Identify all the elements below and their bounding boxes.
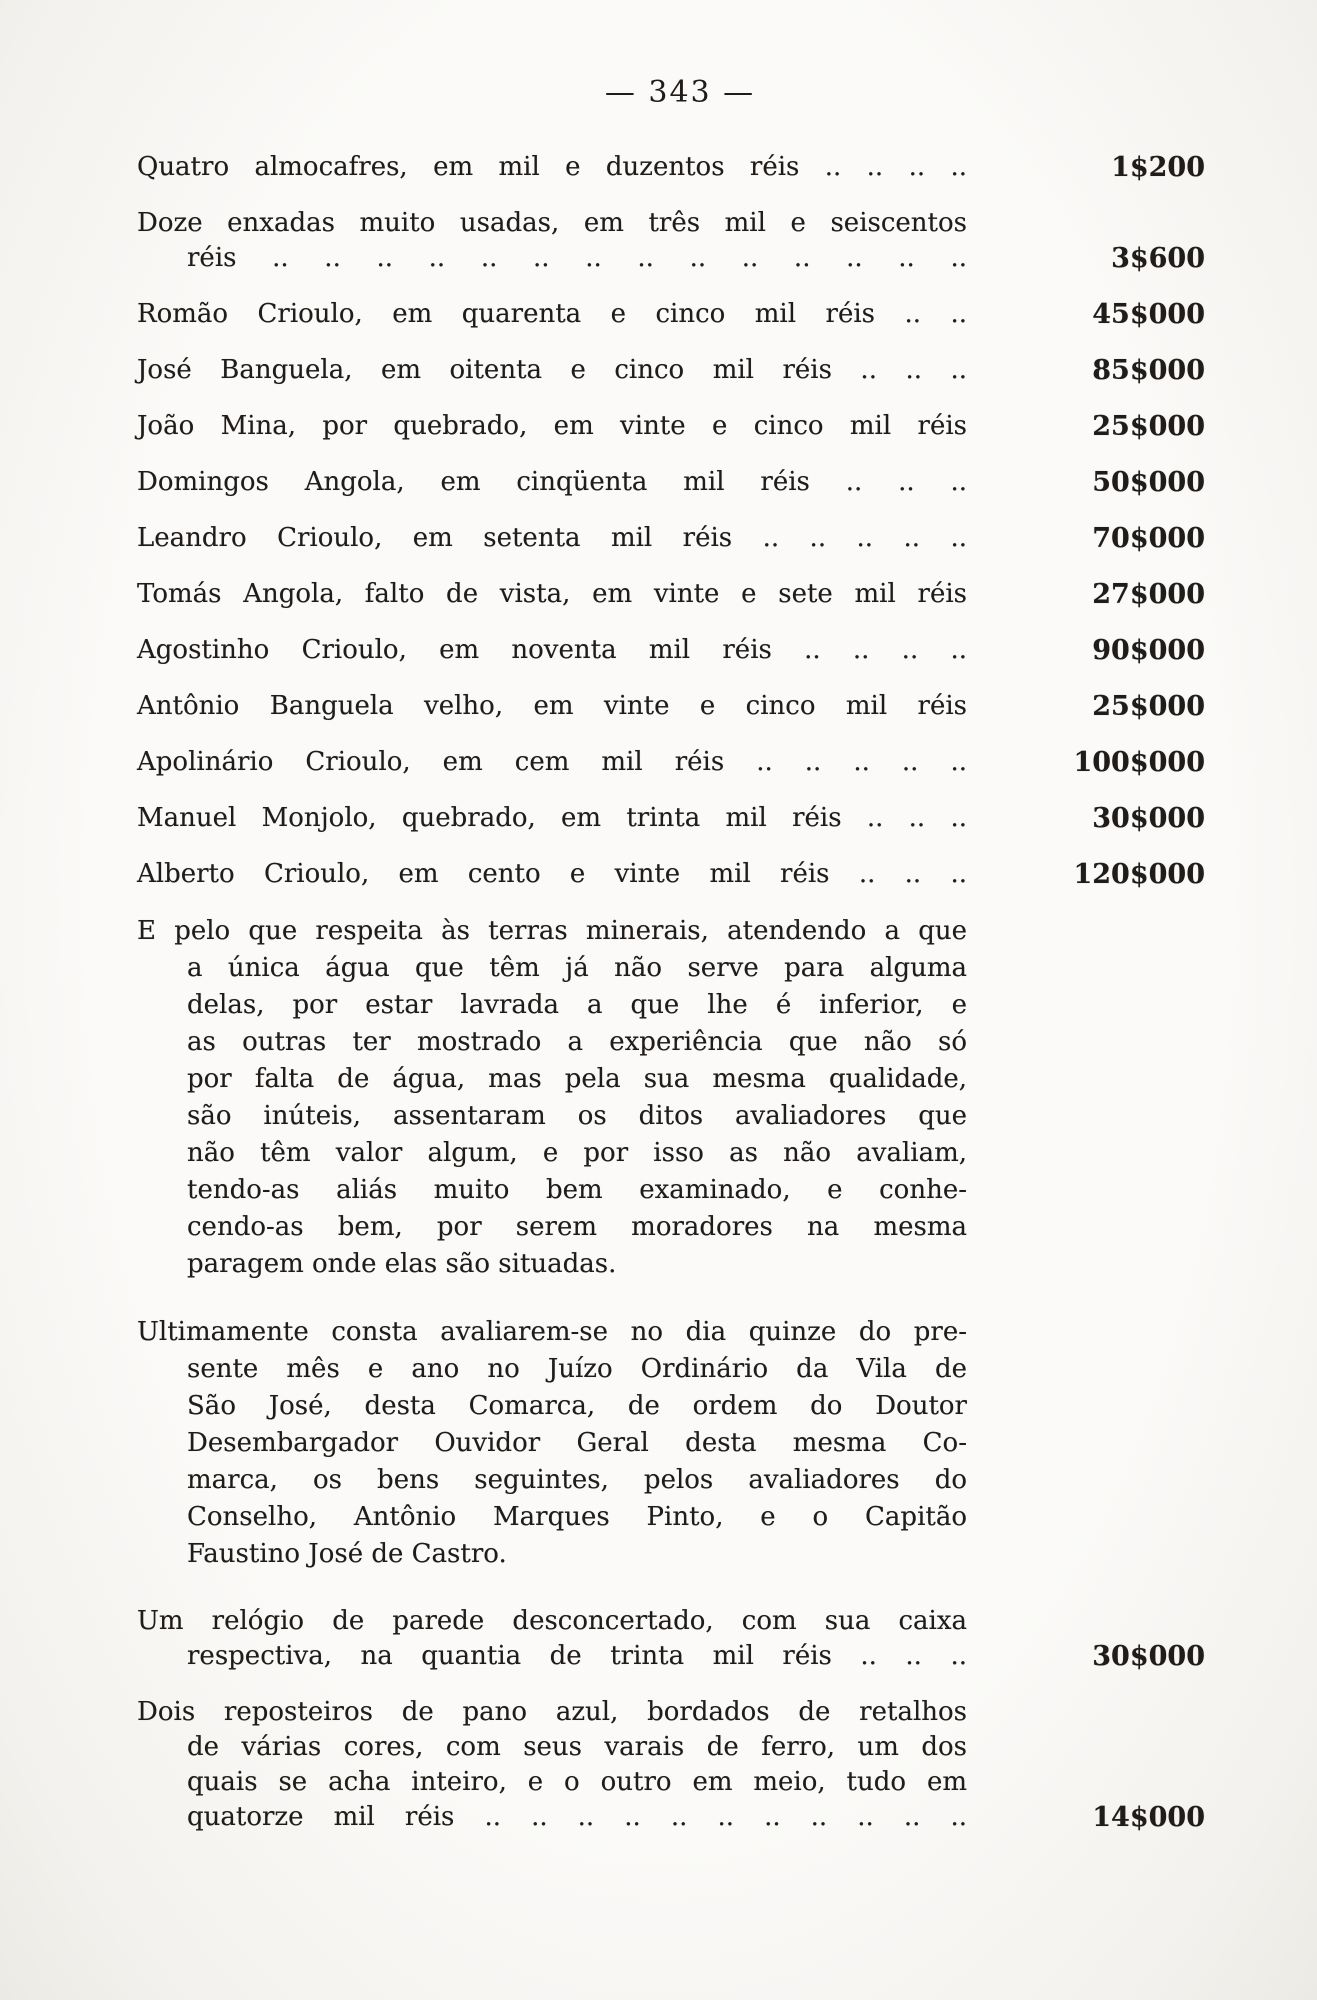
entry-value: 30$000	[1092, 803, 1205, 834]
entry-value: 90$000	[1092, 635, 1205, 666]
ledger-entry	[137, 206, 1205, 276]
entry-line: São José, desta Comarca, de ordem do Doutor	[187, 1391, 967, 1421]
entry-line: Apolinário Crioulo, em cem mil réis .. .. .. .. ..	[137, 747, 967, 777]
entry-line: sente mês e ano no Juízo Ordinário da Vila de	[187, 1354, 967, 1384]
entry-value: 85$000	[1092, 355, 1205, 386]
entry-value: 100$000	[1073, 747, 1205, 778]
entry-value: 3$600	[1111, 243, 1205, 274]
entry-line: por falta de água, mas pela sua mesma qualidade,	[187, 1064, 967, 1094]
ledger-entry	[137, 150, 1205, 185]
entry-value: 1$200	[1111, 152, 1205, 183]
entry-line: Desembargador Ouvidor Geral desta mesma Co-	[187, 1428, 967, 1458]
ledger-entry	[137, 745, 1205, 780]
ledger-entry	[137, 633, 1205, 668]
ledger-entry	[137, 801, 1205, 836]
entry-line: Manuel Monjolo, quebrado, em trinta mil réis .. .. ..	[137, 803, 967, 833]
entry-line: Tomás Angola, falto de vista, em vinte e sete mil réis	[137, 579, 967, 609]
entry-value: 25$000	[1092, 691, 1205, 722]
entry-line: Um relógio de parede desconcertado, com sua caixa	[137, 1606, 967, 1636]
entry-line: Dois reposteiros de pano azul, bordados de retalhos	[137, 1697, 967, 1727]
entry-line: Romão Crioulo, em quarenta e cinco mil réis .. ..	[137, 299, 967, 329]
entry-value: 120$000	[1073, 859, 1205, 890]
entry-line: as outras ter mostrado a experiência que não só	[187, 1027, 967, 1057]
entry-value: 50$000	[1092, 467, 1205, 498]
ledger-entry	[137, 521, 1205, 556]
ledger-entry	[137, 353, 1205, 388]
entry-line: quatorze mil réis .. .. .. .. .. .. .. .. .. .. ..	[187, 1802, 967, 1832]
page-number: — 343 —	[604, 75, 756, 110]
entry-line: Alberto Crioulo, em cento e vinte mil réis .. .. ..	[137, 859, 967, 889]
entry-line: quais se acha inteiro, e o outro em meio, tudo em	[187, 1767, 967, 1797]
entry-line: Leandro Crioulo, em setenta mil réis .. .. .. .. ..	[137, 523, 967, 553]
entry-line: não têm valor algum, e por isso as não avaliam,	[187, 1138, 967, 1168]
entry-line: tendo-as aliás muito bem examinado, e conhe-	[187, 1175, 967, 1205]
entry-value: 45$000	[1092, 299, 1205, 330]
entry-line: cendo-as bem, por serem moradores na mesma	[187, 1212, 967, 1242]
entry-line: Conselho, Antônio Marques Pinto, e o Capitão	[187, 1502, 967, 1532]
entry-line: marca, os bens seguintes, pelos avaliadores do	[187, 1465, 967, 1495]
ledger-entry	[137, 297, 1205, 332]
entry-line: a única água que têm já não serve para alguma	[187, 953, 967, 983]
entry-value: 27$000	[1092, 579, 1205, 610]
entry-line: Agostinho Crioulo, em noventa mil réis .. .. .. ..	[137, 635, 967, 665]
entry-value: 70$000	[1092, 523, 1205, 554]
entry-line: Faustino José de Castro.	[187, 1539, 507, 1569]
ledger-entry	[137, 857, 1205, 892]
entry-line: José Banguela, em oitenta e cinco mil réis .. .. ..	[137, 355, 967, 385]
entry-value: 14$000	[1092, 1802, 1205, 1833]
ledger-entry	[137, 1604, 1205, 1674]
entry-line: Domingos Angola, em cinqüenta mil réis .. .. ..	[137, 467, 967, 497]
entry-value: 30$000	[1092, 1641, 1205, 1672]
entry-line: E pelo que respeita às terras minerais, atendendo a que	[137, 916, 967, 946]
entry-line: são inúteis, assentaram os ditos avaliadores que	[187, 1101, 967, 1131]
ledger-entry	[137, 689, 1205, 724]
entry-line: Antônio Banguela velho, em vinte e cinco mil réis	[137, 691, 967, 721]
entry-line: Doze enxadas muito usadas, em três mil e seiscentos	[137, 208, 967, 238]
ledger-entry	[137, 465, 1205, 500]
entry-line: respectiva, na quantia de trinta mil réis .. .. ..	[187, 1641, 967, 1671]
ledger-paragraph	[137, 1314, 1205, 1573]
ledger-entry	[137, 577, 1205, 612]
entry-line: de várias cores, com seus varais de ferro, um dos	[187, 1732, 967, 1762]
entry-line: réis .. .. .. .. .. .. .. .. .. .. .. .. .. ..	[187, 243, 967, 273]
entry-line: Quatro almocafres, em mil e duzentos réis .. .. .. ..	[137, 152, 967, 182]
entry-line: João Mina, por quebrado, em vinte e cinco mil réis	[137, 411, 967, 441]
entry-line: delas, por estar lavrada a que lhe é inferior, e	[187, 990, 967, 1020]
ledger-entry	[137, 1695, 1205, 1835]
entry-line: Ultimamente consta avaliarem-se no dia quinze do pre-	[137, 1317, 967, 1347]
ledger-paragraph	[137, 913, 1205, 1283]
entry-value: 25$000	[1092, 411, 1205, 442]
ledger-entry	[137, 409, 1205, 444]
entry-line: paragem onde elas são situadas.	[187, 1249, 617, 1279]
